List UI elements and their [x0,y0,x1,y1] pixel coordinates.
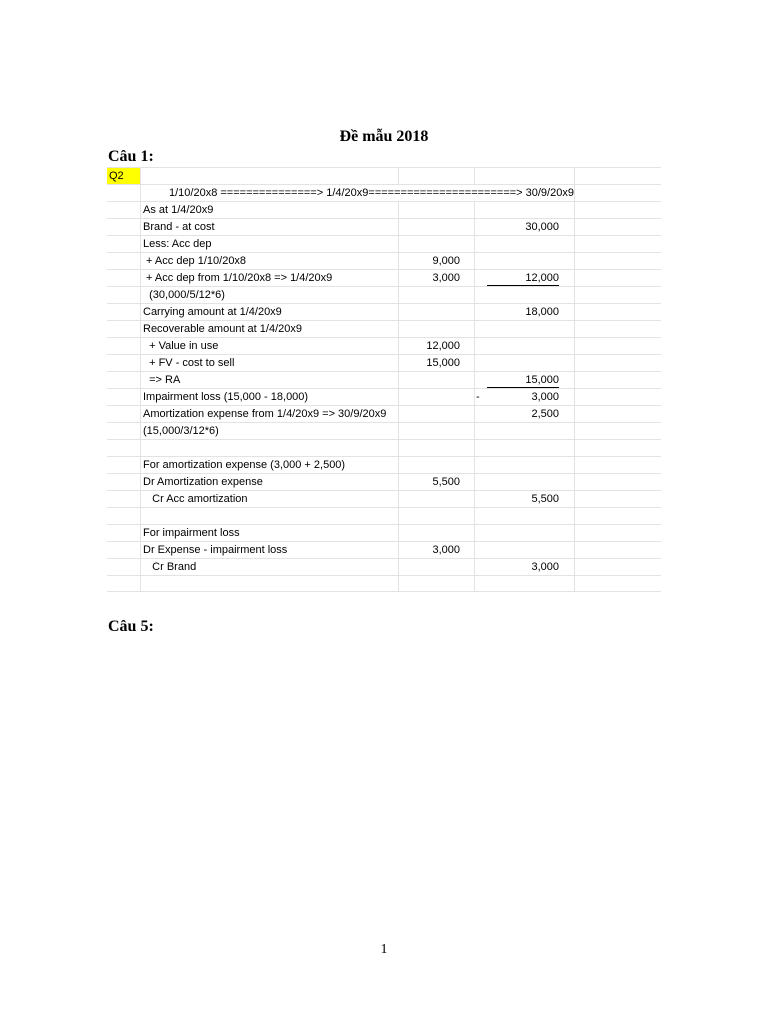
grid-line [140,219,141,235]
grid-line [574,542,575,558]
row-value-col2: 3,000 [531,391,559,403]
grid-line [474,372,475,388]
grid-line [398,474,399,490]
grid-line [398,338,399,354]
question-5-heading: Câu 5: [108,618,154,635]
dash-mark: - [476,391,480,403]
grid-line [140,508,141,524]
grid-line [398,270,399,286]
grid-line [140,202,141,218]
row-label: + FV - cost to sell [143,357,235,369]
grid-line [574,202,575,218]
grid-line [474,440,475,456]
grid-line [140,304,141,320]
grid-line [398,202,399,218]
row-value-col2: 2,500 [531,408,559,420]
grid-line [140,355,141,371]
grid-line [574,508,575,524]
document-title: Đề mẫu 2018 [339,128,429,145]
grid-line [574,372,575,388]
table-row [107,320,661,337]
row-value-col1: 5,500 [432,476,460,488]
grid-line [398,440,399,456]
row-value-col1: 3,000 [432,272,460,284]
grid-line [140,440,141,456]
table-row [107,235,661,252]
grid-line [474,389,475,405]
grid-line [574,236,575,252]
grid-line [398,508,399,524]
grid-line [398,525,399,541]
grid-line [140,525,141,541]
grid-line [140,372,141,388]
table-row [107,541,661,558]
row-label: Dr Expense - impairment loss [143,544,288,556]
grid-line [398,389,399,405]
grid-line [574,304,575,320]
grid-line [574,525,575,541]
row-label: For amortization expense (3,000 + 2,500) [143,459,346,471]
grid-line [474,219,475,235]
grid-line [398,457,399,473]
grid-line [474,423,475,439]
grid-line [398,168,399,184]
row-value-col2: 5,500 [531,493,559,505]
table-row [107,218,661,235]
grid-line [474,508,475,524]
table-row-timeline [107,184,661,201]
row-value-col1: 9,000 [432,255,460,267]
grid-line [140,576,141,591]
grid-line [574,440,575,456]
grid-line [474,406,475,422]
table-row [107,303,661,320]
row-label: Less: Acc dep [143,238,212,250]
grid-line [398,304,399,320]
row-value-col2: 12,000 [525,272,559,284]
table-row [107,558,661,575]
grid-line [574,423,575,439]
grid-line [474,321,475,337]
grid-line [474,168,475,184]
grid-line [140,168,141,184]
grid-line [398,253,399,269]
timeline-text: 1/10/20x8 ===============> 1/4/20x9=======================> 30/9/20x9 [169,187,574,199]
grid-line [574,457,575,473]
grid-line [474,542,475,558]
page-number: 1 [380,942,388,957]
table-row [107,405,661,422]
question-1-heading: Câu 1: [108,148,154,165]
grid-line [574,355,575,371]
spreadsheet-table [107,167,661,592]
grid-line [140,491,141,507]
grid-line [140,338,141,354]
row-label: + Value in use [143,340,219,352]
row-label: Carrying amount at 1/4/20x9 [143,306,282,318]
grid-line [398,321,399,337]
grid-line [474,457,475,473]
row-label: Dr Amortization expense [143,476,263,488]
grid-line [574,406,575,422]
grid-line [140,474,141,490]
row-label: => RA [143,374,181,386]
grid-line [474,270,475,286]
grid-line [474,576,475,591]
grid-line [398,236,399,252]
grid-line [140,253,141,269]
grid-line [574,491,575,507]
table-row [107,422,661,439]
table-row [107,201,661,218]
row-label: For impairment loss [143,527,240,539]
grid-line [398,559,399,575]
grid-line [398,542,399,558]
table-row-q2 [107,167,661,184]
table-row [107,524,661,541]
table-row [107,337,661,354]
grid-line [398,423,399,439]
row-value-col2: 15,000 [525,374,559,386]
table-row [107,490,661,507]
row-value-col2: 3,000 [531,561,559,573]
grid-line [140,423,141,439]
grid-line [574,559,575,575]
grid-line [140,406,141,422]
row-label: (30,000/5/12*6) [143,289,225,301]
grid-line [574,287,575,303]
table-row [107,286,661,303]
grid-line [398,491,399,507]
grid-line [574,389,575,405]
grid-line [574,576,575,591]
grid-line [398,576,399,591]
table-row [107,507,661,524]
grid-line [140,185,141,201]
table-row [107,439,661,456]
row-value-col2: 30,000 [525,221,559,233]
grid-line [140,542,141,558]
table-row [107,473,661,490]
table-row [107,456,661,473]
grid-line [474,491,475,507]
row-label: Brand - at cost [143,221,215,233]
row-label: Impairment loss (15,000 - 18,000) [143,391,309,403]
row-value-col2: 18,000 [525,306,559,318]
grid-line [474,559,475,575]
grid-line [474,236,475,252]
row-label: As at 1/4/20x9 [143,204,214,216]
table-row [107,575,661,592]
table-row [107,269,661,286]
row-value-col1: 15,000 [426,357,460,369]
row-value-col1: 12,000 [426,340,460,352]
grid-line [140,236,141,252]
table-row [107,252,661,269]
grid-line [574,185,575,201]
row-label: Cr Brand [143,561,197,573]
grid-line [398,372,399,388]
grid-line [474,338,475,354]
grid-line [574,338,575,354]
grid-line [398,219,399,235]
grid-line [140,287,141,303]
grid-line [140,457,141,473]
q2-label-cell: Q2 [107,168,141,184]
grid-line [474,253,475,269]
grid-line [398,287,399,303]
grid-line [474,525,475,541]
grid-line [474,355,475,371]
row-label: (15,000/3/12*6) [143,425,219,437]
row-label: Amortization expense from 1/4/20x9 => 30/9/20x9 [143,408,387,420]
table-row [107,388,661,405]
table-row [107,354,661,371]
row-label: Recoverable amount at 1/4/20x9 [143,323,302,335]
grid-line [574,253,575,269]
grid-line [140,389,141,405]
grid-line [398,355,399,371]
grid-line [574,168,575,184]
row-label: Cr Acc amortization [143,493,248,505]
grid-line [474,202,475,218]
row-value-col1: 3,000 [432,544,460,556]
grid-line [398,406,399,422]
grid-line [574,321,575,337]
grid-line [574,219,575,235]
row-label: + Acc dep 1/10/20x8 [143,255,247,267]
row-label: + Acc dep from 1/10/20x8 => 1/4/20x9 [143,272,333,284]
grid-line [140,270,141,286]
grid-line [474,474,475,490]
grid-line [140,321,141,337]
grid-line [574,270,575,286]
grid-line [474,304,475,320]
grid-line [140,559,141,575]
grid-line [574,474,575,490]
grid-line [474,287,475,303]
table-row [107,371,661,388]
